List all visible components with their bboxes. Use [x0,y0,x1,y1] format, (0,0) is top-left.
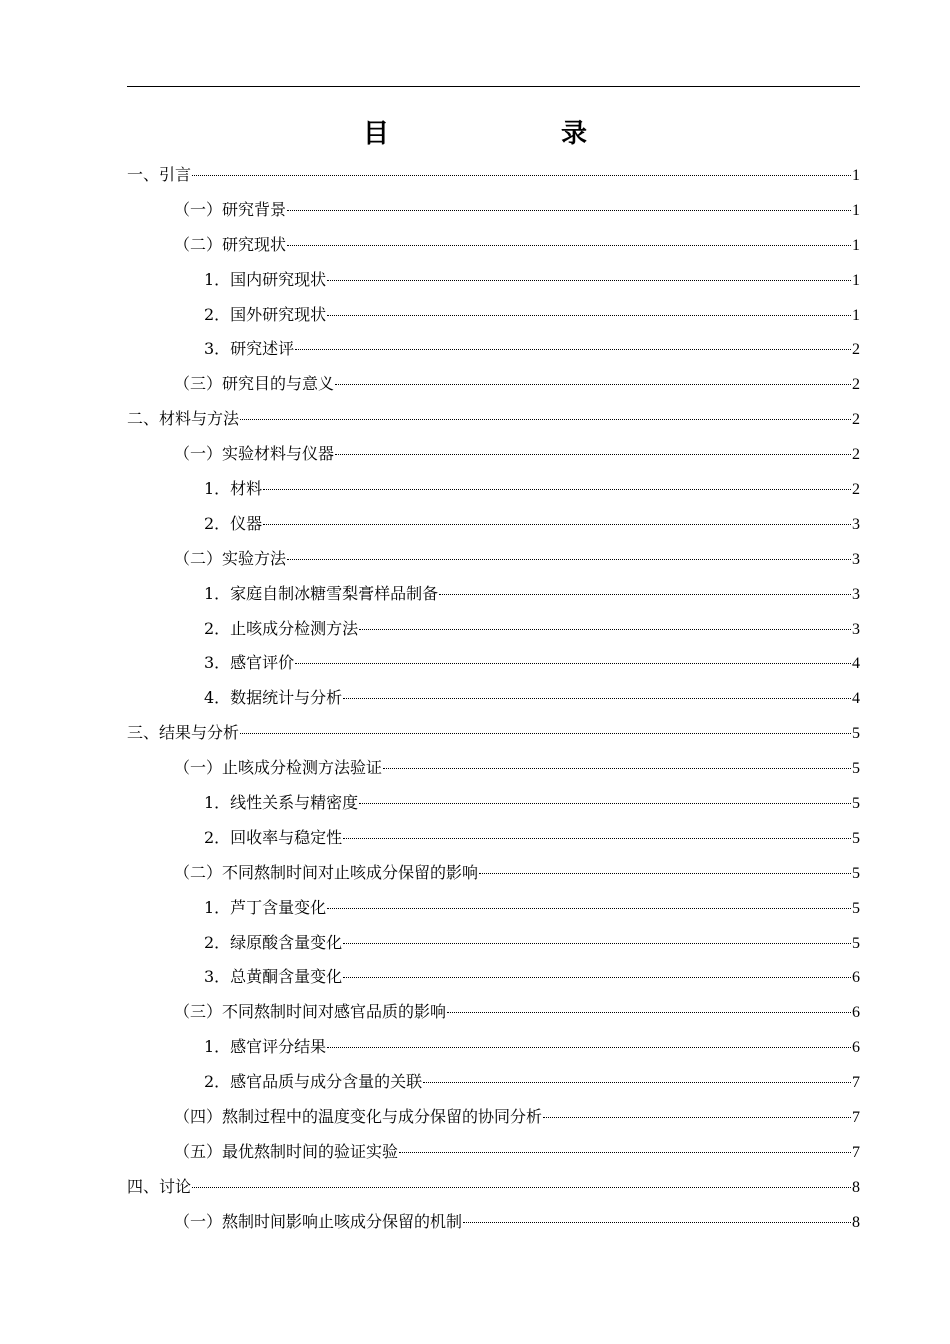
toc-entry[interactable] [127,402,860,437]
toc-page-number: 3 [852,515,860,533]
toc-page-number: 1 [852,306,860,324]
toc-dot-leader [287,559,851,560]
toc-dot-leader [439,594,851,595]
toc-dot-leader [240,733,851,734]
toc-entry-text: 4．数据统计与分析 [204,688,343,708]
toc-page-number: 8 [852,1178,860,1196]
toc-dot-leader [399,1152,851,1153]
toc-entry[interactable] [127,158,860,193]
toc-entry-text: 3．研究述评 [204,339,295,359]
toc-entry-text: （二）不同熬制时间对止咳成分保留的影响 [174,862,479,882]
toc-page-number: 2 [852,481,860,499]
toc-entry-text: 2．感官品质与成分含量的关联 [204,1072,423,1092]
toc-dot-leader [359,803,851,804]
toc-dot-leader [343,977,851,978]
toc-entry[interactable] [127,995,860,1030]
toc-page-number: 6 [852,1004,860,1022]
toc-page-number: 2 [852,446,860,464]
toc-entry[interactable] [127,193,860,228]
toc-dot-leader [383,768,851,769]
toc-page-number: 1 [852,167,860,184]
toc-dot-leader [295,663,851,664]
toc-entry-text: 1．线性关系与精密度 [204,793,359,813]
toc-entry-text: 3．总黄酮含量变化 [204,967,343,987]
toc-dot-leader [335,454,851,455]
toc-entry[interactable] [127,228,860,263]
toc-page-number: 5 [852,725,860,743]
toc-entry[interactable] [127,1205,860,1240]
toc-page-number: 1 [852,201,860,219]
toc-entry[interactable] [127,786,860,821]
toc-dot-leader [287,245,851,246]
toc-page-number: 5 [852,760,860,778]
toc-page-number: 5 [852,864,860,882]
toc-entry[interactable] [127,646,860,681]
toc-entry[interactable] [127,1100,860,1135]
toc-dot-leader [287,210,851,211]
toc-entry-text: 四、讨论 [127,1176,192,1196]
toc-entry-text: 1．材料 [204,479,263,499]
toc-page-number: 6 [852,1039,860,1057]
toc-dot-leader [327,280,851,281]
toc-entry-text: 2．回收率与稳定性 [204,827,343,847]
toc-page-number: 7 [852,1143,860,1161]
toc-entry[interactable] [127,542,860,577]
toc-entry[interactable] [127,1065,860,1100]
toc-dot-leader [335,384,851,385]
toc-entry[interactable] [127,960,860,995]
toc-dot-leader [240,419,851,420]
toc-entry[interactable] [127,507,860,542]
toc-entry-text: 二、材料与方法 [127,409,240,429]
toc-page-number: 2 [852,376,860,394]
toc-page-number: 5 [852,829,860,847]
toc-entry[interactable] [127,1030,860,1065]
toc-entry[interactable] [127,716,860,751]
header-rule [127,86,860,87]
toc-page-number: 5 [852,795,860,813]
toc-entry-text: 1．感官评分结果 [204,1037,327,1057]
toc-entry-text: （三）不同熬制时间对感官品质的影响 [174,1002,447,1022]
toc-dot-leader [192,175,851,176]
toc-dot-leader [263,524,851,525]
toc-page-number: 2 [852,341,860,359]
toc-entry-text: （一）研究背景 [174,199,287,219]
toc-dot-leader [192,1187,851,1188]
toc-entry[interactable] [127,856,860,891]
toc-dot-leader [327,315,851,316]
toc-entry[interactable] [127,681,860,716]
toc-dot-leader [327,1047,851,1048]
toc-title: 目 录 [362,119,627,149]
toc-entry[interactable] [127,367,860,402]
toc-entry[interactable] [127,1135,860,1170]
toc-dot-leader [343,838,851,839]
toc-dot-leader [463,1222,851,1223]
toc-entry-text: （一）熬制时间影响止咳成分保留的机制 [174,1211,463,1231]
toc-entry-text: （二）研究现状 [174,234,287,254]
toc-dot-leader [343,943,851,944]
toc-page-number: 3 [852,550,860,568]
toc-page-number: 7 [852,1109,860,1127]
toc-entry[interactable] [127,821,860,856]
toc-page-number: 5 [852,899,860,917]
toc-entry[interactable] [127,612,860,647]
toc-entry-text: 1．芦丁含量变化 [204,897,327,917]
toc-entry-text: （三）研究目的与意义 [174,374,335,394]
toc-page-number: 2 [852,411,860,429]
toc-entry-text: 1．家庭自制冰糖雪梨膏样品制备 [204,583,439,603]
toc-dot-leader [327,908,851,909]
toc-page-number: 4 [852,690,860,708]
toc-dot-leader [479,873,851,874]
toc-entry[interactable] [127,332,860,367]
toc-entry-text: 2．止咳成分检测方法 [204,618,359,638]
toc-entry-text: 2．仪器 [204,513,263,533]
toc-page-number: 3 [852,585,860,603]
toc-entry[interactable] [127,1170,860,1205]
toc-page-number: 4 [852,655,860,673]
toc-entry[interactable] [127,263,860,298]
table-of-contents [127,158,860,1240]
toc-entry-text: 1．国内研究现状 [204,269,327,289]
toc-entry[interactable] [127,577,860,612]
toc-entry[interactable] [127,298,860,333]
toc-entry-text: 2．国外研究现状 [204,304,327,324]
toc-entry-text: 三、结果与分析 [127,723,240,743]
toc-dot-leader [343,698,851,699]
toc-entry[interactable] [127,926,860,961]
toc-entry-text: 3．感官评价 [204,653,295,673]
toc-entry[interactable] [127,891,860,926]
toc-entry-text: （一）实验材料与仪器 [174,444,335,464]
toc-dot-leader [263,489,851,490]
toc-dot-leader [447,1012,851,1013]
toc-entry-text: 一、引言 [127,165,192,184]
toc-dot-leader [543,1117,851,1118]
toc-entry-text: （二）实验方法 [174,548,287,568]
toc-page-number: 1 [852,271,860,289]
toc-entry-text: 2．绿原酸含量变化 [204,932,343,952]
toc-page-number: 3 [852,620,860,638]
toc-page-number: 7 [852,1074,860,1092]
toc-entry-text: （四）熬制过程中的温度变化与成分保留的协同分析 [174,1107,543,1127]
toc-page-number: 6 [852,969,860,987]
toc-page-number: 8 [852,1213,860,1231]
toc-page-number: 1 [852,236,860,254]
toc-entry-text: （五）最优熬制时间的验证实验 [174,1141,399,1161]
toc-dot-leader [423,1082,851,1083]
toc-entry[interactable] [127,472,860,507]
toc-entry[interactable] [127,751,860,786]
toc-page-number: 5 [852,934,860,952]
toc-entry-text: （一）止咳成分检测方法验证 [174,758,383,778]
toc-dot-leader [295,349,851,350]
toc-dot-leader [359,629,851,630]
toc-entry[interactable] [127,437,860,472]
